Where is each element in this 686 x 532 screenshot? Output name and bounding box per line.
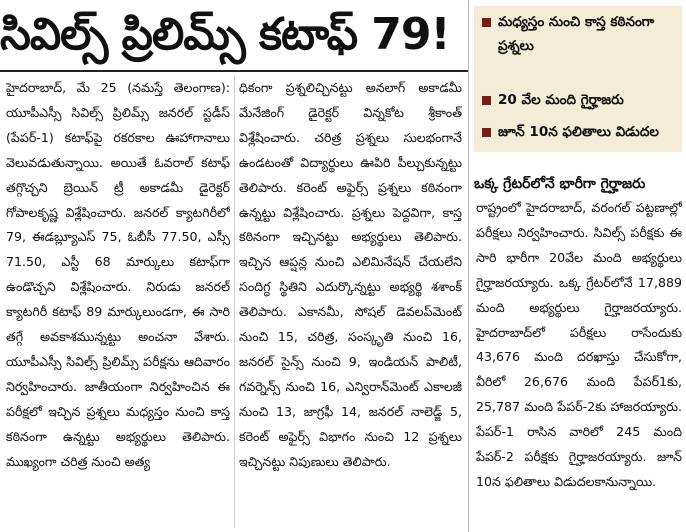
- highlight-text: జూన్ 10న ఫలితాలు విడుదల: [498, 124, 659, 140]
- bullet-square-icon: [482, 128, 491, 137]
- highlight-text: 20 వేల మంది గైర్హాజరు: [498, 92, 624, 108]
- sidebar-divider: [468, 0, 469, 532]
- highlight-item: [482, 88, 678, 112]
- sub-headline: ఒక్క గ్రేటర్‌లోనే భారీగా గైర్హాజరు: [474, 176, 646, 192]
- highlight-item: [482, 120, 678, 144]
- article-column-3: రాష్ట్రంలో హైదరాబాద్, వరంగల్ పట్టణాల్లో పరీక్షలు నిర్వహించారు. సివిల్స్ పరీక్షకు ఈ సారి భారీగా 20వేల మంది అభ్యర్థులు గైర్హాజరయ్యారు. ఒక్క గ్రేటర్‌లోనే 17,889 మంది అభ్యర్థులు గైర్హాజరయ్యారు. హైదరాబాద్‌లో పరీక్షలు రాసేందుకు 43,676 మంది దరఖాస్తు చేసుకోగా, వీరిలో 26,676 మంది పేపర్1కు, 25,787 మంది పేపర్-2కు హాజరయ్యారు. పేపర్-1 రాసిన వారిలో 245 మంది పేపర్-2 పరీక్షకు గైర్హాజరయ్యారు. జూన్ 10న ఫలితాలు విడుదలకానున్నాయి.: [476, 200, 682, 489]
- headline: సివిల్స్ ప్రిలిమ్స్ కటాఫ్ 79!: [0, 9, 450, 60]
- bullet-square-icon: [482, 96, 491, 105]
- highlight-text: మధ్యస్తం నుంచి కాస్త కఠినంగా ప్రశ్నలు: [498, 14, 655, 54]
- highlights-box: [474, 6, 682, 152]
- article-column-2: ధికంగా ప్రశ్నలిచ్చినట్టు అనలాగ్ అకాడమీ మేనేజింగ్ డైరెక్టర్ విన్నకోట శ్రీకాంత్ విశ్లేషించారు. చరిత్ర ప్రశ్నలు సులభంగానే ఉండటంతో విద్యార్థులు ఊపిరి పీల్చుకున్నట్టు తెలిపారు. కరెంట్ అఫైర్స్ ప్రశ్నలు కఠినంగా ఉన్నట్టు విశ్లేషించారు. ప్రశ్నలు పెద్దవిగా, కాస్త కఠినంగా ఇచ్చినట్టు అభ్యర్థులు తెలిపారు. ఇచ్చిన ఆప్షన్ల నుంచి ఎలిమినేషన్ చేయలేని సందిగ్ధ స్థితిని ఎదుర్కొన్నట్టు అభ్యర్థి శశాంక్ తెలిపారు. ఎకానమీ, సోషల్ డెవలప్‌మెంట్ నుంచి 15, చరిత్ర, సంస్కృతి నుంచి 16, జనరల్ సైన్స్ నుంచి 9, ఇండియన్ పాలిటీ, గవర్నెన్స్ నుంచి 16, ఎన్విరాన్‌మెంట్ ఎకాలజీ నుంచి 13, జాగ్రఫీ 14, జనరల్ నాలెడ్జ్ 5, కరెంట్ అఫైర్స్ విభాగం నుంచి 12 ప్రశ్నలు ఇచ్చినట్టు నిపుణులు తెలిపారు.: [239, 80, 462, 469]
- headline-rule: [0, 70, 468, 72]
- column-divider: [234, 76, 235, 528]
- bullet-square-icon: [482, 18, 491, 27]
- highlight-item: [482, 10, 678, 58]
- article-column-1: హైదరాబాద్, మే 25 (నమస్తే తెలంగాణ): యూపీఎస్సీ సివిల్స్ ప్రిలిమ్స్ జనరల్ స్టడీస్ (పేపర్-1) కటాఫ్‌పై రకరకాల ఊహాగానాలు వెలువడుతున్నాయి. అయితే ఓవరాల్ కటాఫ్ తగ్గొచ్చని బ్రెయిన్ ట్రీ అకాడమీ డైరెక్టర్ గోపాలకృష్ణ విశ్లేషించారు. జనరల్ క్యాటగిరీలో 79, ఈడబ్ల్యూఎస్ 75, ఓబీసీ 77.50, ఎస్సీ 71.50, ఎస్టీ 68 మార్కులు కటాఫ్‌గా ఉండొచ్చని విశ్లేషించారు. నిరుడు జనరల్ క్యాటగిరీ కటాఫ్ 89 మార్కులుండగా, ఈ సారి తగ్గే అవకాశమున్నట్టు అంచనా వేశారు. యూపీఎస్సీ సివిల్స్ ప్రిలిమ్స్ పరీక్షను ఆదివారం నిర్వహించారు. జాతీయంగా నిర్వహించిన ఈ పరీక్షలో ఇచ్చిన ప్రశ్నలు మధ్యస్తం నుంచి కాస్త కఠినంగా ఉన్నట్టు అభ్యర్థులు తెలిపారు. ముఖ్యంగా చరిత్ర నుంచి అత్య: [6, 80, 230, 469]
